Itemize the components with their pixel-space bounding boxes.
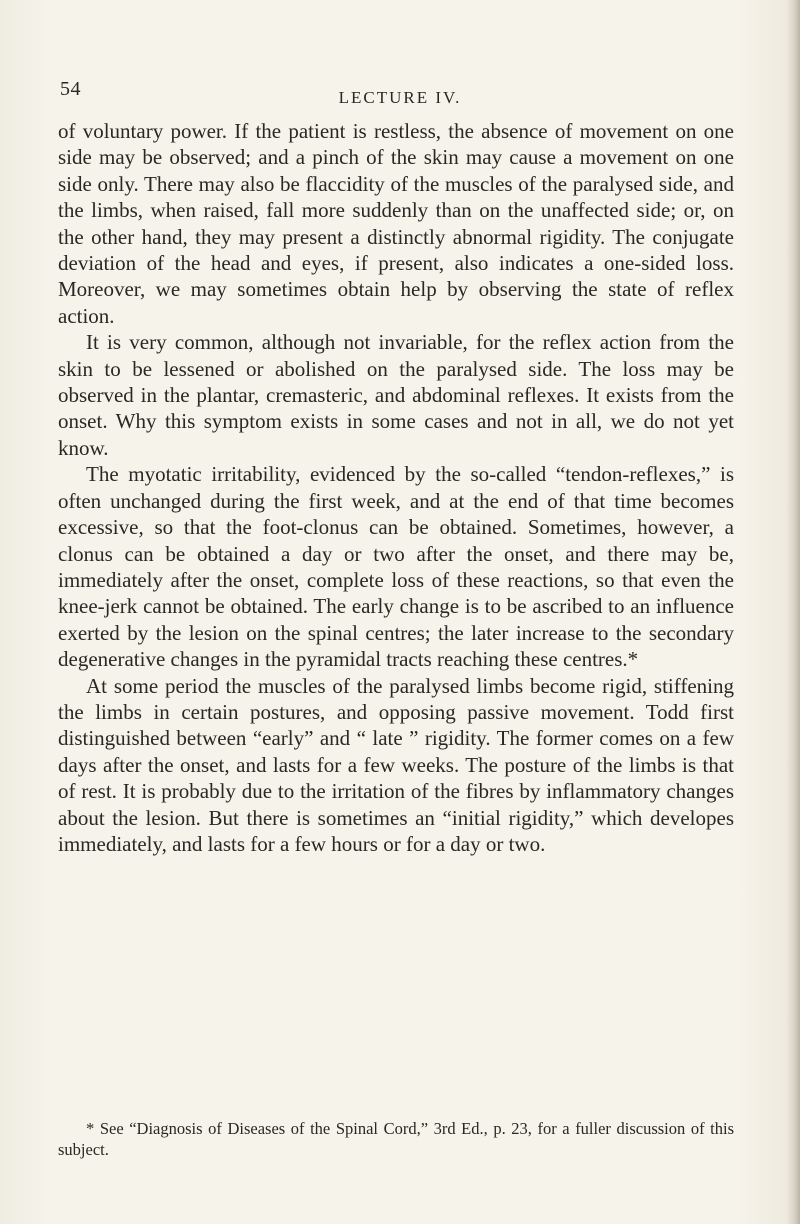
running-head: LECTURE IV. xyxy=(338,88,462,107)
paragraph-myotatic-irritability: The myotatic irritability, evidenced by the so-called “tendon-reflexes,” is often unchanged during the first week, and at the end of that time becomes excessive, so that the foot-clonus can be obtained. Sometimes, however, a clonus can be obtained a day or two after the onset, and there may be, immediately after the onset, complete loss of these reactions, so that even the knee-jerk cannot be obtained. The early change is to be ascribed to an influence exerted by the lesion on the spinal centres; the later increase to the secondary degenerative changes in the pyramidal tracts reaching these centres.* xyxy=(58,462,734,672)
paragraph-reflex-action: It is very common, although not invariable, for the reflex action from the skin to be lessened or abolished on the paralysed side. The loss may be observed in the plantar, cremasteric, and abdominal reflexes. It exists from the onset. Why this symptom exists in some cases and not in all, we do not yet know. xyxy=(58,330,734,460)
page-number: 54 xyxy=(60,78,81,100)
paragraph-continued: of voluntary power. If the patient is restless, the absence of movement on one side may be observed; and a pinch of the skin may cause a movement on one side only. There may also be flaccidity of the muscles of the paralysed side, and the limbs, when raised, fall more suddenly than on the unaffected side; or, on the other hand, they may present a distinctly abnormal rigidity. The conjugate deviation of the head and eyes, if present, also indicates a one-sided loss. Moreover, we may sometimes obtain help by observing the state of reflex action. xyxy=(58,119,734,328)
footnote-text: * See “Diagnosis of Diseases of the Spinal Cord,” 3rd Ed., p. 23, for a fuller discussion of this subject. xyxy=(58,1119,734,1159)
paragraph-rigidity: At some period the muscles of the paralysed limbs become rigid, stiffening the limbs in certain postures, and opposing passive movement. Todd first distinguished between “early” and “ late ” rigidity. The former comes on a few days after the onset, and lasts for a few weeks. The posture of the limbs is that of rest. It is probably due to the irritation of the fibres by inflammatory changes about the lesion. But there is sometimes an “initial rigidity,” which developes immediately, and lasts for a few hours or for a day or two. xyxy=(58,673,734,856)
page-edge-shadow xyxy=(786,0,800,1224)
footnote xyxy=(58,1118,734,1160)
body-text xyxy=(58,118,734,857)
